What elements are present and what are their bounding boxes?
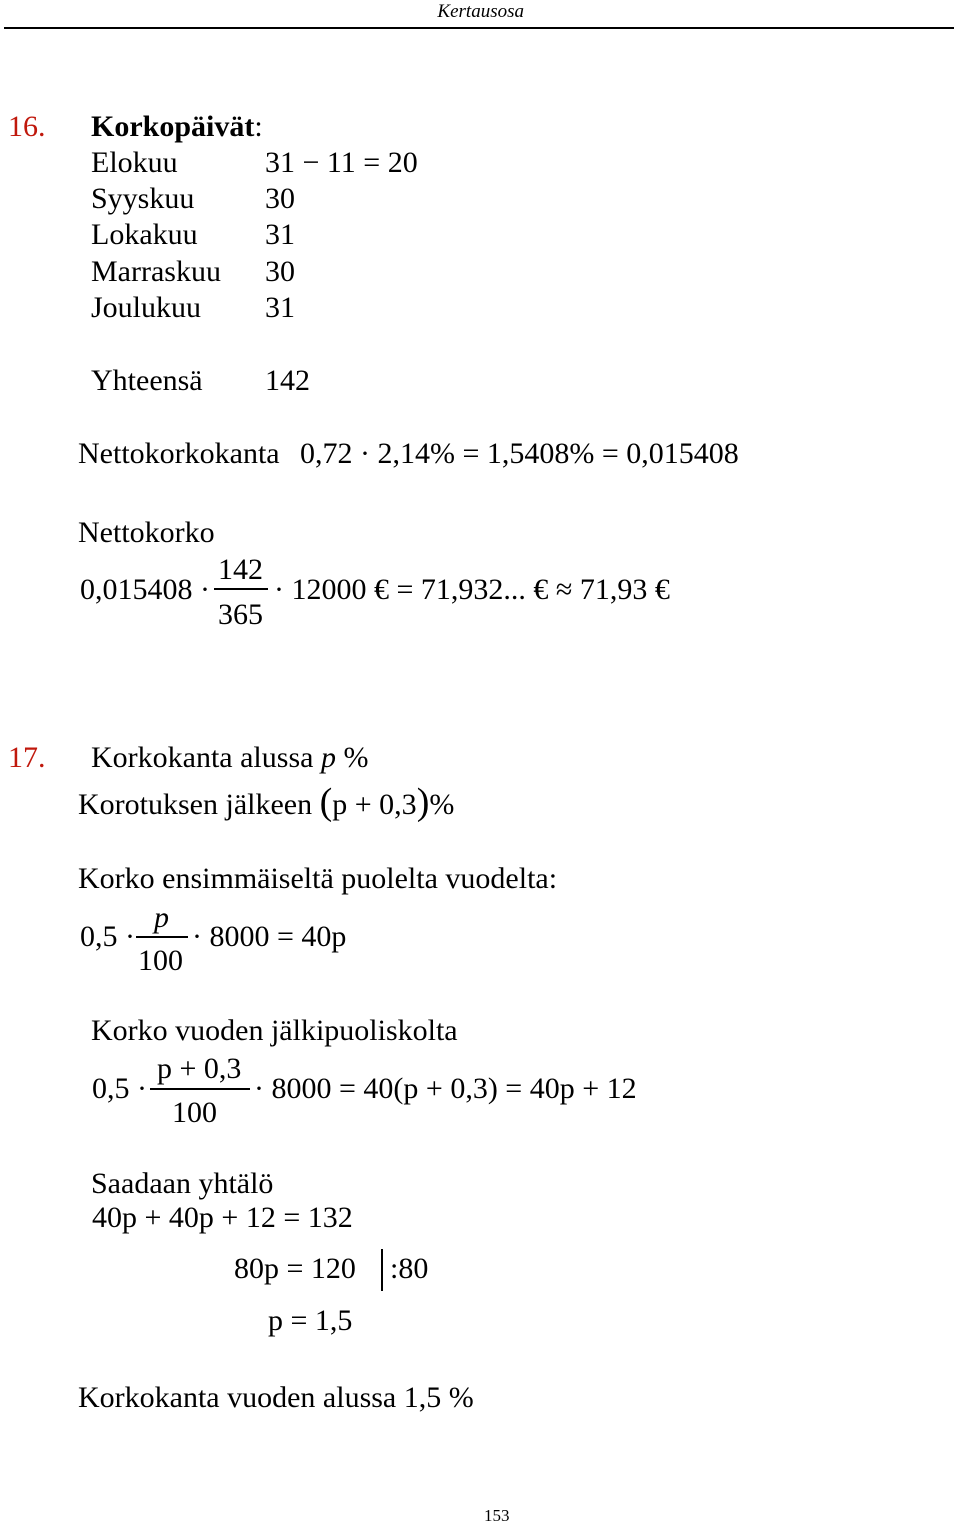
raised-rate-open-paren: ( [319,781,333,823]
month-name-nov: Marraskuu [91,255,221,288]
month-name-sep: Syyskuu [91,182,195,215]
raised-rate-close-paren: ) [416,781,430,823]
first-half-numerator: p [154,901,169,934]
equation-divider [381,1249,383,1291]
month-name-aug: Elokuu [91,146,178,179]
first-half-lead: 0,5 · [80,920,135,953]
raised-rate-text: Korotuksen jälkeen [78,788,313,821]
problem-16-heading [91,112,263,142]
running-header: Kertausosa [437,1,524,22]
total-label: Yhteensä [91,364,203,397]
month-days-sep: 30 [265,182,295,215]
raised-rate-expression: p + 0,3 [332,788,417,821]
first-half-fraction-bar [136,936,188,938]
equation-step-3: p = 1,5 [268,1304,353,1337]
second-half-label: Korko vuoden jälkipuoliskolta [91,1014,458,1047]
raised-rate-line [78,783,454,821]
second-half-denominator: 100 [172,1096,217,1129]
problem-17-number: 17. [8,741,46,774]
month-days-dec: 31 [265,291,295,324]
problem-16-title-colon: : [254,110,263,143]
second-half-numerator: p + 0,3 [157,1052,242,1085]
net-rate-label: Nettokorkokanta [78,437,280,470]
first-half-denominator: 100 [138,944,183,977]
month-days-nov: 30 [265,255,295,288]
raised-rate-unit: % [429,788,455,821]
month-days-oct: 31 [265,218,295,251]
page-number: 153 [484,1506,510,1525]
equation-step-1: 40p + 40p + 12 = 132 [92,1201,353,1234]
first-half-label: Korko ensimmäiseltä puolelta vuodelta: [78,862,558,895]
day-fraction-bar [214,588,268,590]
month-name-oct: Lokakuu [91,218,198,251]
equation-operation: :80 [390,1252,429,1285]
second-half-result: · 8000 = 40(p + 0,3) = 40p + 12 [254,1072,637,1105]
equation-step-2: 80p = 120 [234,1252,356,1285]
net-interest-lead: 0,015408 · [80,573,210,606]
day-fraction-denominator: 365 [218,598,263,631]
header-rule [4,27,954,29]
problem-16-number: 16. [8,110,46,143]
conclusion: Korkokanta vuoden alussa 1,5 % [78,1381,474,1414]
problem-16-title: Korkopäivät [91,110,255,143]
month-days-aug: 31 − 11 = 20 [265,146,418,179]
initial-rate-variable: p [320,741,336,774]
net-rate-expression: 0,72 · 2,14% = 1,5408% = 0,015408 [300,437,739,470]
initial-rate-unit: % [343,741,369,774]
second-half-lead: 0,5 · [92,1072,147,1105]
day-fraction-numerator: 142 [218,553,263,586]
second-half-fraction-bar [150,1088,250,1090]
initial-rate-text: Korkokanta alussa [91,741,314,774]
net-interest-label: Nettokorko [78,516,215,549]
equation-label: Saadaan yhtälö [91,1167,274,1200]
net-interest-result: · 12000 € = 71,932... € ≈ 71,93 € [274,573,670,606]
month-name-dec: Joulukuu [91,291,202,324]
initial-rate-line [91,743,368,773]
first-half-result: · 8000 = 40p [192,920,347,953]
total-value: 142 [265,364,310,397]
